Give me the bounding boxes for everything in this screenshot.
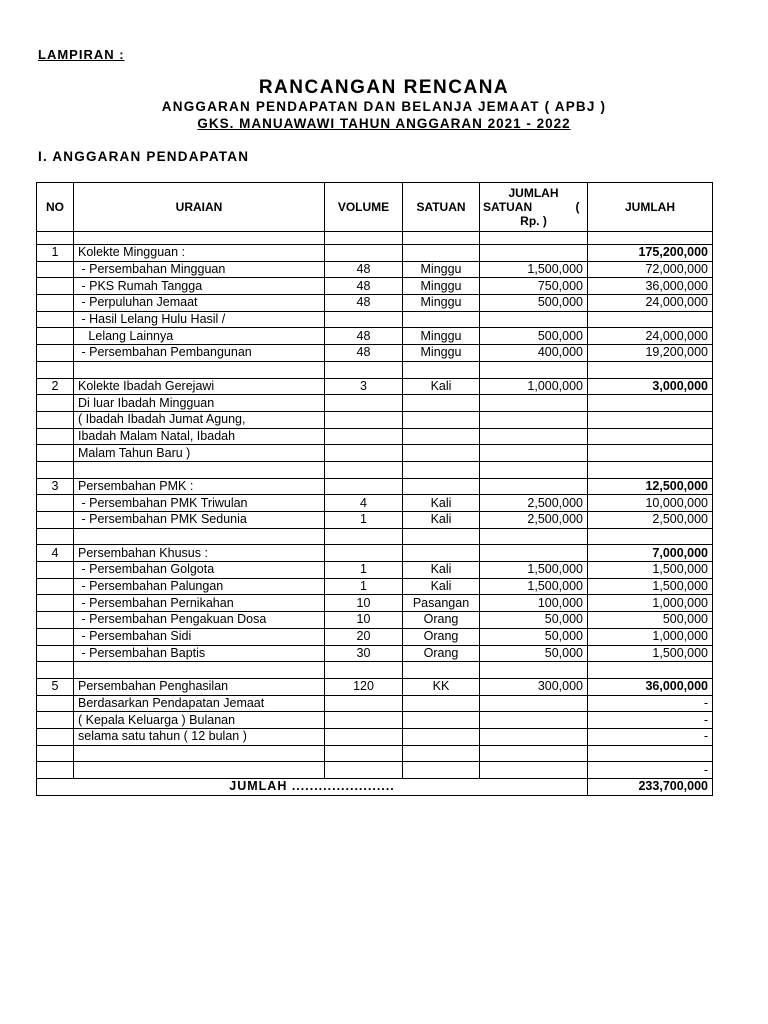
- cell-jumlah: [588, 395, 713, 412]
- table-row: [37, 378, 713, 395]
- cell-jumlah-satuan: [480, 245, 588, 262]
- cell-volume: [325, 478, 403, 495]
- cell-uraian: [74, 662, 325, 679]
- table-row: [37, 445, 713, 462]
- cell-no: [37, 328, 74, 345]
- cell-satuan: [403, 695, 480, 712]
- cell-uraian: - PKS Rumah Tangga: [74, 278, 325, 295]
- cell-jumlah-satuan: 1,500,000: [480, 578, 588, 595]
- cell-uraian: [74, 528, 325, 545]
- cell-uraian: - Persembahan Sidi: [74, 628, 325, 645]
- table-row: [37, 728, 713, 745]
- cell-jumlah: 1,000,000: [588, 595, 713, 612]
- cell-jumlah: 36,000,000: [588, 278, 713, 295]
- cell-volume: 30: [325, 645, 403, 662]
- cell-jumlah-satuan: [480, 461, 588, 478]
- cell-jumlah-satuan: 2,500,000: [480, 512, 588, 529]
- cell-jumlah-satuan: [480, 762, 588, 779]
- cell-volume: [325, 728, 403, 745]
- cell-no: [37, 295, 74, 312]
- cell-no: [37, 595, 74, 612]
- cell-jumlah: 72,000,000: [588, 261, 713, 278]
- cell-no: [37, 628, 74, 645]
- cell-satuan: Orang: [403, 628, 480, 645]
- cell-uraian: - Persembahan PMK Triwulan: [74, 495, 325, 512]
- table-body: [37, 232, 713, 779]
- cell-satuan: [403, 461, 480, 478]
- cell-satuan: Kali: [403, 578, 480, 595]
- cell-jumlah: -: [588, 762, 713, 779]
- cell-volume: 48: [325, 278, 403, 295]
- table-row: [37, 478, 713, 495]
- column-header-jumlah-satuan-line2: SATUAN (: [483, 200, 580, 214]
- cell-no: [37, 745, 74, 762]
- cell-jumlah-satuan: [480, 745, 588, 762]
- cell-jumlah: 19,200,000: [588, 345, 713, 362]
- section-heading: I. ANGGARAN PENDAPATAN: [38, 149, 250, 164]
- cell-jumlah: 7,000,000: [588, 545, 713, 562]
- cell-no: [37, 662, 74, 679]
- cell-uraian: - Persembahan Palungan: [74, 578, 325, 595]
- cell-jumlah: 1,500,000: [588, 562, 713, 579]
- cell-uraian: [74, 745, 325, 762]
- cell-jumlah: -: [588, 712, 713, 729]
- table-row: [37, 361, 713, 378]
- cell-no: [37, 445, 74, 462]
- cell-volume: [325, 695, 403, 712]
- table-row: [37, 595, 713, 612]
- cell-no: [37, 562, 74, 579]
- cell-volume: [325, 361, 403, 378]
- cell-jumlah-satuan: 2,500,000: [480, 495, 588, 512]
- cell-satuan: Kali: [403, 512, 480, 529]
- cell-volume: 20: [325, 628, 403, 645]
- cell-jumlah: 36,000,000: [588, 678, 713, 695]
- cell-satuan: Kali: [403, 495, 480, 512]
- cell-jumlah-satuan: 400,000: [480, 345, 588, 362]
- cell-satuan: Pasangan: [403, 595, 480, 612]
- cell-jumlah-satuan: 750,000: [480, 278, 588, 295]
- table-row: [37, 512, 713, 529]
- cell-jumlah-satuan: 1,500,000: [480, 562, 588, 579]
- total-label: JUMLAH .......................: [37, 779, 588, 796]
- cell-volume: 10: [325, 612, 403, 629]
- table-row: [37, 578, 713, 595]
- cell-no: [37, 712, 74, 729]
- cell-volume: 1: [325, 578, 403, 595]
- cell-satuan: [403, 545, 480, 562]
- cell-jumlah: [588, 311, 713, 328]
- cell-volume: [325, 461, 403, 478]
- cell-jumlah: 24,000,000: [588, 328, 713, 345]
- table-row: [37, 545, 713, 562]
- cell-satuan: Minggu: [403, 278, 480, 295]
- cell-jumlah-satuan: [480, 728, 588, 745]
- cell-satuan: [403, 712, 480, 729]
- cell-volume: [325, 428, 403, 445]
- cell-volume: [325, 745, 403, 762]
- table-row: [37, 762, 713, 779]
- cell-uraian: - Persembahan Pengakuan Dosa: [74, 612, 325, 629]
- cell-no: [37, 762, 74, 779]
- column-header-satuan: SATUAN: [403, 183, 480, 232]
- cell-uraian: [74, 361, 325, 378]
- column-header-jumlah-satuan-line3: Rp. ): [520, 214, 547, 228]
- cell-jumlah: [588, 461, 713, 478]
- cell-no: [37, 528, 74, 545]
- cell-no: [37, 612, 74, 629]
- cell-volume: 1: [325, 562, 403, 579]
- table-row: [37, 745, 713, 762]
- cell-no: [37, 345, 74, 362]
- cell-jumlah-satuan: [480, 232, 588, 245]
- table-row: [37, 612, 713, 629]
- table-row: [37, 628, 713, 645]
- cell-jumlah-satuan: [480, 311, 588, 328]
- column-header-uraian: URAIAN: [74, 183, 325, 232]
- column-header-jumlah: JUMLAH: [588, 183, 713, 232]
- cell-jumlah-satuan: 50,000: [480, 612, 588, 629]
- table-row: [37, 562, 713, 579]
- cell-volume: 48: [325, 328, 403, 345]
- cell-jumlah-satuan: [480, 712, 588, 729]
- column-header-volume: VOLUME: [325, 183, 403, 232]
- cell-no: [37, 232, 74, 245]
- cell-volume: [325, 662, 403, 679]
- cell-jumlah: [588, 528, 713, 545]
- cell-jumlah-satuan: [480, 428, 588, 445]
- cell-no: [37, 645, 74, 662]
- cell-uraian: ( Kepala Keluarga ) Bulanan: [74, 712, 325, 729]
- cell-jumlah-satuan: 50,000: [480, 645, 588, 662]
- cell-no: [37, 512, 74, 529]
- lampiran-label: LAMPIRAN :: [38, 47, 125, 62]
- cell-volume: 120: [325, 678, 403, 695]
- cell-jumlah: [588, 411, 713, 428]
- cell-jumlah-satuan: [480, 695, 588, 712]
- cell-volume: 48: [325, 295, 403, 312]
- cell-jumlah-satuan: 1,500,000: [480, 261, 588, 278]
- cell-satuan: [403, 311, 480, 328]
- cell-uraian: Berdasarkan Pendapatan Jemaat: [74, 695, 325, 712]
- cell-uraian: Persembahan Khusus :: [74, 545, 325, 562]
- table-row: [37, 662, 713, 679]
- cell-jumlah: [588, 232, 713, 245]
- cell-jumlah: 10,000,000: [588, 495, 713, 512]
- cell-no: [37, 461, 74, 478]
- cell-uraian: Kolekte Mingguan :: [74, 245, 325, 262]
- table-row: [37, 345, 713, 362]
- cell-jumlah-satuan: 500,000: [480, 295, 588, 312]
- cell-jumlah: [588, 361, 713, 378]
- cell-satuan: [403, 728, 480, 745]
- table-row: [37, 528, 713, 545]
- column-header-no: NO: [37, 183, 74, 232]
- cell-satuan: Minggu: [403, 345, 480, 362]
- cell-volume: 4: [325, 495, 403, 512]
- cell-uraian: - Persembahan Baptis: [74, 645, 325, 662]
- cell-jumlah: 24,000,000: [588, 295, 713, 312]
- cell-volume: 10: [325, 595, 403, 612]
- cell-volume: 48: [325, 345, 403, 362]
- cell-no: [37, 695, 74, 712]
- cell-uraian: Di luar Ibadah Mingguan: [74, 395, 325, 412]
- cell-jumlah: 2,500,000: [588, 512, 713, 529]
- table-row: [37, 232, 713, 245]
- cell-uraian: Kolekte Ibadah Gerejawi: [74, 378, 325, 395]
- cell-volume: [325, 395, 403, 412]
- cell-uraian: ( Ibadah Ibadah Jumat Agung,: [74, 411, 325, 428]
- cell-jumlah: 12,500,000: [588, 478, 713, 495]
- cell-uraian: Persembahan Penghasilan: [74, 678, 325, 695]
- cell-no: 4: [37, 545, 74, 562]
- cell-jumlah-satuan: [480, 662, 588, 679]
- column-header-jumlah-satuan: [480, 183, 588, 232]
- cell-satuan: KK: [403, 678, 480, 695]
- table-row: [37, 712, 713, 729]
- cell-jumlah: 1,000,000: [588, 628, 713, 645]
- table-row: [37, 678, 713, 695]
- cell-jumlah: [588, 445, 713, 462]
- cell-satuan: Minggu: [403, 328, 480, 345]
- cell-jumlah: 500,000: [588, 612, 713, 629]
- cell-no: 3: [37, 478, 74, 495]
- cell-no: [37, 428, 74, 445]
- column-header-jumlah-satuan-line1: JUMLAH: [508, 186, 559, 200]
- cell-jumlah-satuan: 100,000: [480, 595, 588, 612]
- cell-satuan: [403, 478, 480, 495]
- cell-volume: 3: [325, 378, 403, 395]
- cell-volume: [325, 411, 403, 428]
- cell-jumlah: 175,200,000: [588, 245, 713, 262]
- table-row: [37, 278, 713, 295]
- cell-volume: [325, 232, 403, 245]
- document-subtitle-year: GKS. MANUAWAWI TAHUN ANGGARAN 2021 - 2022: [197, 116, 571, 131]
- cell-no: [37, 261, 74, 278]
- cell-satuan: [403, 762, 480, 779]
- cell-no: [37, 395, 74, 412]
- cell-satuan: [403, 411, 480, 428]
- table-row: [37, 328, 713, 345]
- cell-volume: 48: [325, 261, 403, 278]
- cell-volume: [325, 762, 403, 779]
- table-row: [37, 461, 713, 478]
- table-row: [37, 411, 713, 428]
- cell-jumlah: 1,500,000: [588, 578, 713, 595]
- cell-uraian: - Hasil Lelang Hulu Hasil /: [74, 311, 325, 328]
- cell-jumlah: 3,000,000: [588, 378, 713, 395]
- cell-uraian: - Persembahan Golgota: [74, 562, 325, 579]
- cell-uraian: - Perpuluhan Jemaat: [74, 295, 325, 312]
- cell-jumlah-satuan: [480, 528, 588, 545]
- cell-uraian: Lelang Lainnya: [74, 328, 325, 345]
- cell-satuan: Minggu: [403, 261, 480, 278]
- table-row: [37, 295, 713, 312]
- cell-satuan: Kali: [403, 378, 480, 395]
- cell-no: [37, 728, 74, 745]
- cell-satuan: [403, 245, 480, 262]
- cell-satuan: [403, 662, 480, 679]
- table-row: [37, 645, 713, 662]
- table-row: [37, 695, 713, 712]
- cell-no: [37, 495, 74, 512]
- cell-no: [37, 311, 74, 328]
- cell-uraian: [74, 461, 325, 478]
- cell-satuan: Orang: [403, 645, 480, 662]
- cell-uraian: Ibadah Malam Natal, Ibadah: [74, 428, 325, 445]
- cell-satuan: [403, 445, 480, 462]
- cell-satuan: Orang: [403, 612, 480, 629]
- cell-uraian: - Persembahan Pernikahan: [74, 595, 325, 612]
- table-row: [37, 428, 713, 445]
- table-row: [37, 395, 713, 412]
- cell-uraian: [74, 232, 325, 245]
- cell-uraian: Persembahan PMK :: [74, 478, 325, 495]
- cell-satuan: Kali: [403, 562, 480, 579]
- cell-satuan: [403, 232, 480, 245]
- table-row: [37, 311, 713, 328]
- cell-no: 5: [37, 678, 74, 695]
- cell-satuan: [403, 361, 480, 378]
- cell-satuan: [403, 528, 480, 545]
- cell-jumlah-satuan: [480, 545, 588, 562]
- cell-jumlah: 1,500,000: [588, 645, 713, 662]
- cell-jumlah: -: [588, 728, 713, 745]
- cell-no: [37, 411, 74, 428]
- cell-volume: [325, 712, 403, 729]
- cell-no: 1: [37, 245, 74, 262]
- table-row: [37, 495, 713, 512]
- cell-jumlah-satuan: 1,000,000: [480, 378, 588, 395]
- cell-jumlah: [588, 745, 713, 762]
- cell-uraian: - Persembahan Pembangunan: [74, 345, 325, 362]
- cell-no: [37, 361, 74, 378]
- document-subtitle: ANGGARAN PENDAPATAN DAN BELANJA JEMAAT ( APBJ ): [161, 99, 607, 114]
- table-row: [37, 261, 713, 278]
- cell-uraian: selama satu tahun ( 12 bulan ): [74, 728, 325, 745]
- cell-no: 2: [37, 378, 74, 395]
- document-title: RANCANGAN RENCANA: [258, 77, 510, 98]
- cell-jumlah-satuan: 300,000: [480, 678, 588, 695]
- table-header-row: [37, 183, 713, 232]
- cell-jumlah: -: [588, 695, 713, 712]
- cell-satuan: [403, 428, 480, 445]
- cell-jumlah-satuan: [480, 411, 588, 428]
- cell-satuan: [403, 395, 480, 412]
- cell-uraian: - Persembahan PMK Sedunia: [74, 512, 325, 529]
- total-row: [37, 779, 713, 796]
- cell-volume: [325, 311, 403, 328]
- cell-satuan: [403, 745, 480, 762]
- cell-satuan: Minggu: [403, 295, 480, 312]
- cell-uraian: [74, 762, 325, 779]
- cell-uraian: - Persembahan Mingguan: [74, 261, 325, 278]
- table-row: [37, 245, 713, 262]
- cell-jumlah-satuan: [480, 445, 588, 462]
- total-value: 233,700,000: [588, 779, 713, 796]
- cell-jumlah-satuan: 500,000: [480, 328, 588, 345]
- cell-volume: 1: [325, 512, 403, 529]
- cell-no: [37, 578, 74, 595]
- cell-jumlah-satuan: [480, 361, 588, 378]
- cell-jumlah: [588, 662, 713, 679]
- cell-jumlah-satuan: 50,000: [480, 628, 588, 645]
- cell-volume: [325, 245, 403, 262]
- cell-volume: [325, 528, 403, 545]
- cell-uraian: Malam Tahun Baru ): [74, 445, 325, 462]
- cell-jumlah-satuan: [480, 478, 588, 495]
- cell-jumlah: [588, 428, 713, 445]
- cell-volume: [325, 445, 403, 462]
- cell-no: [37, 278, 74, 295]
- cell-jumlah-satuan: [480, 395, 588, 412]
- budget-table: [36, 182, 713, 796]
- cell-volume: [325, 545, 403, 562]
